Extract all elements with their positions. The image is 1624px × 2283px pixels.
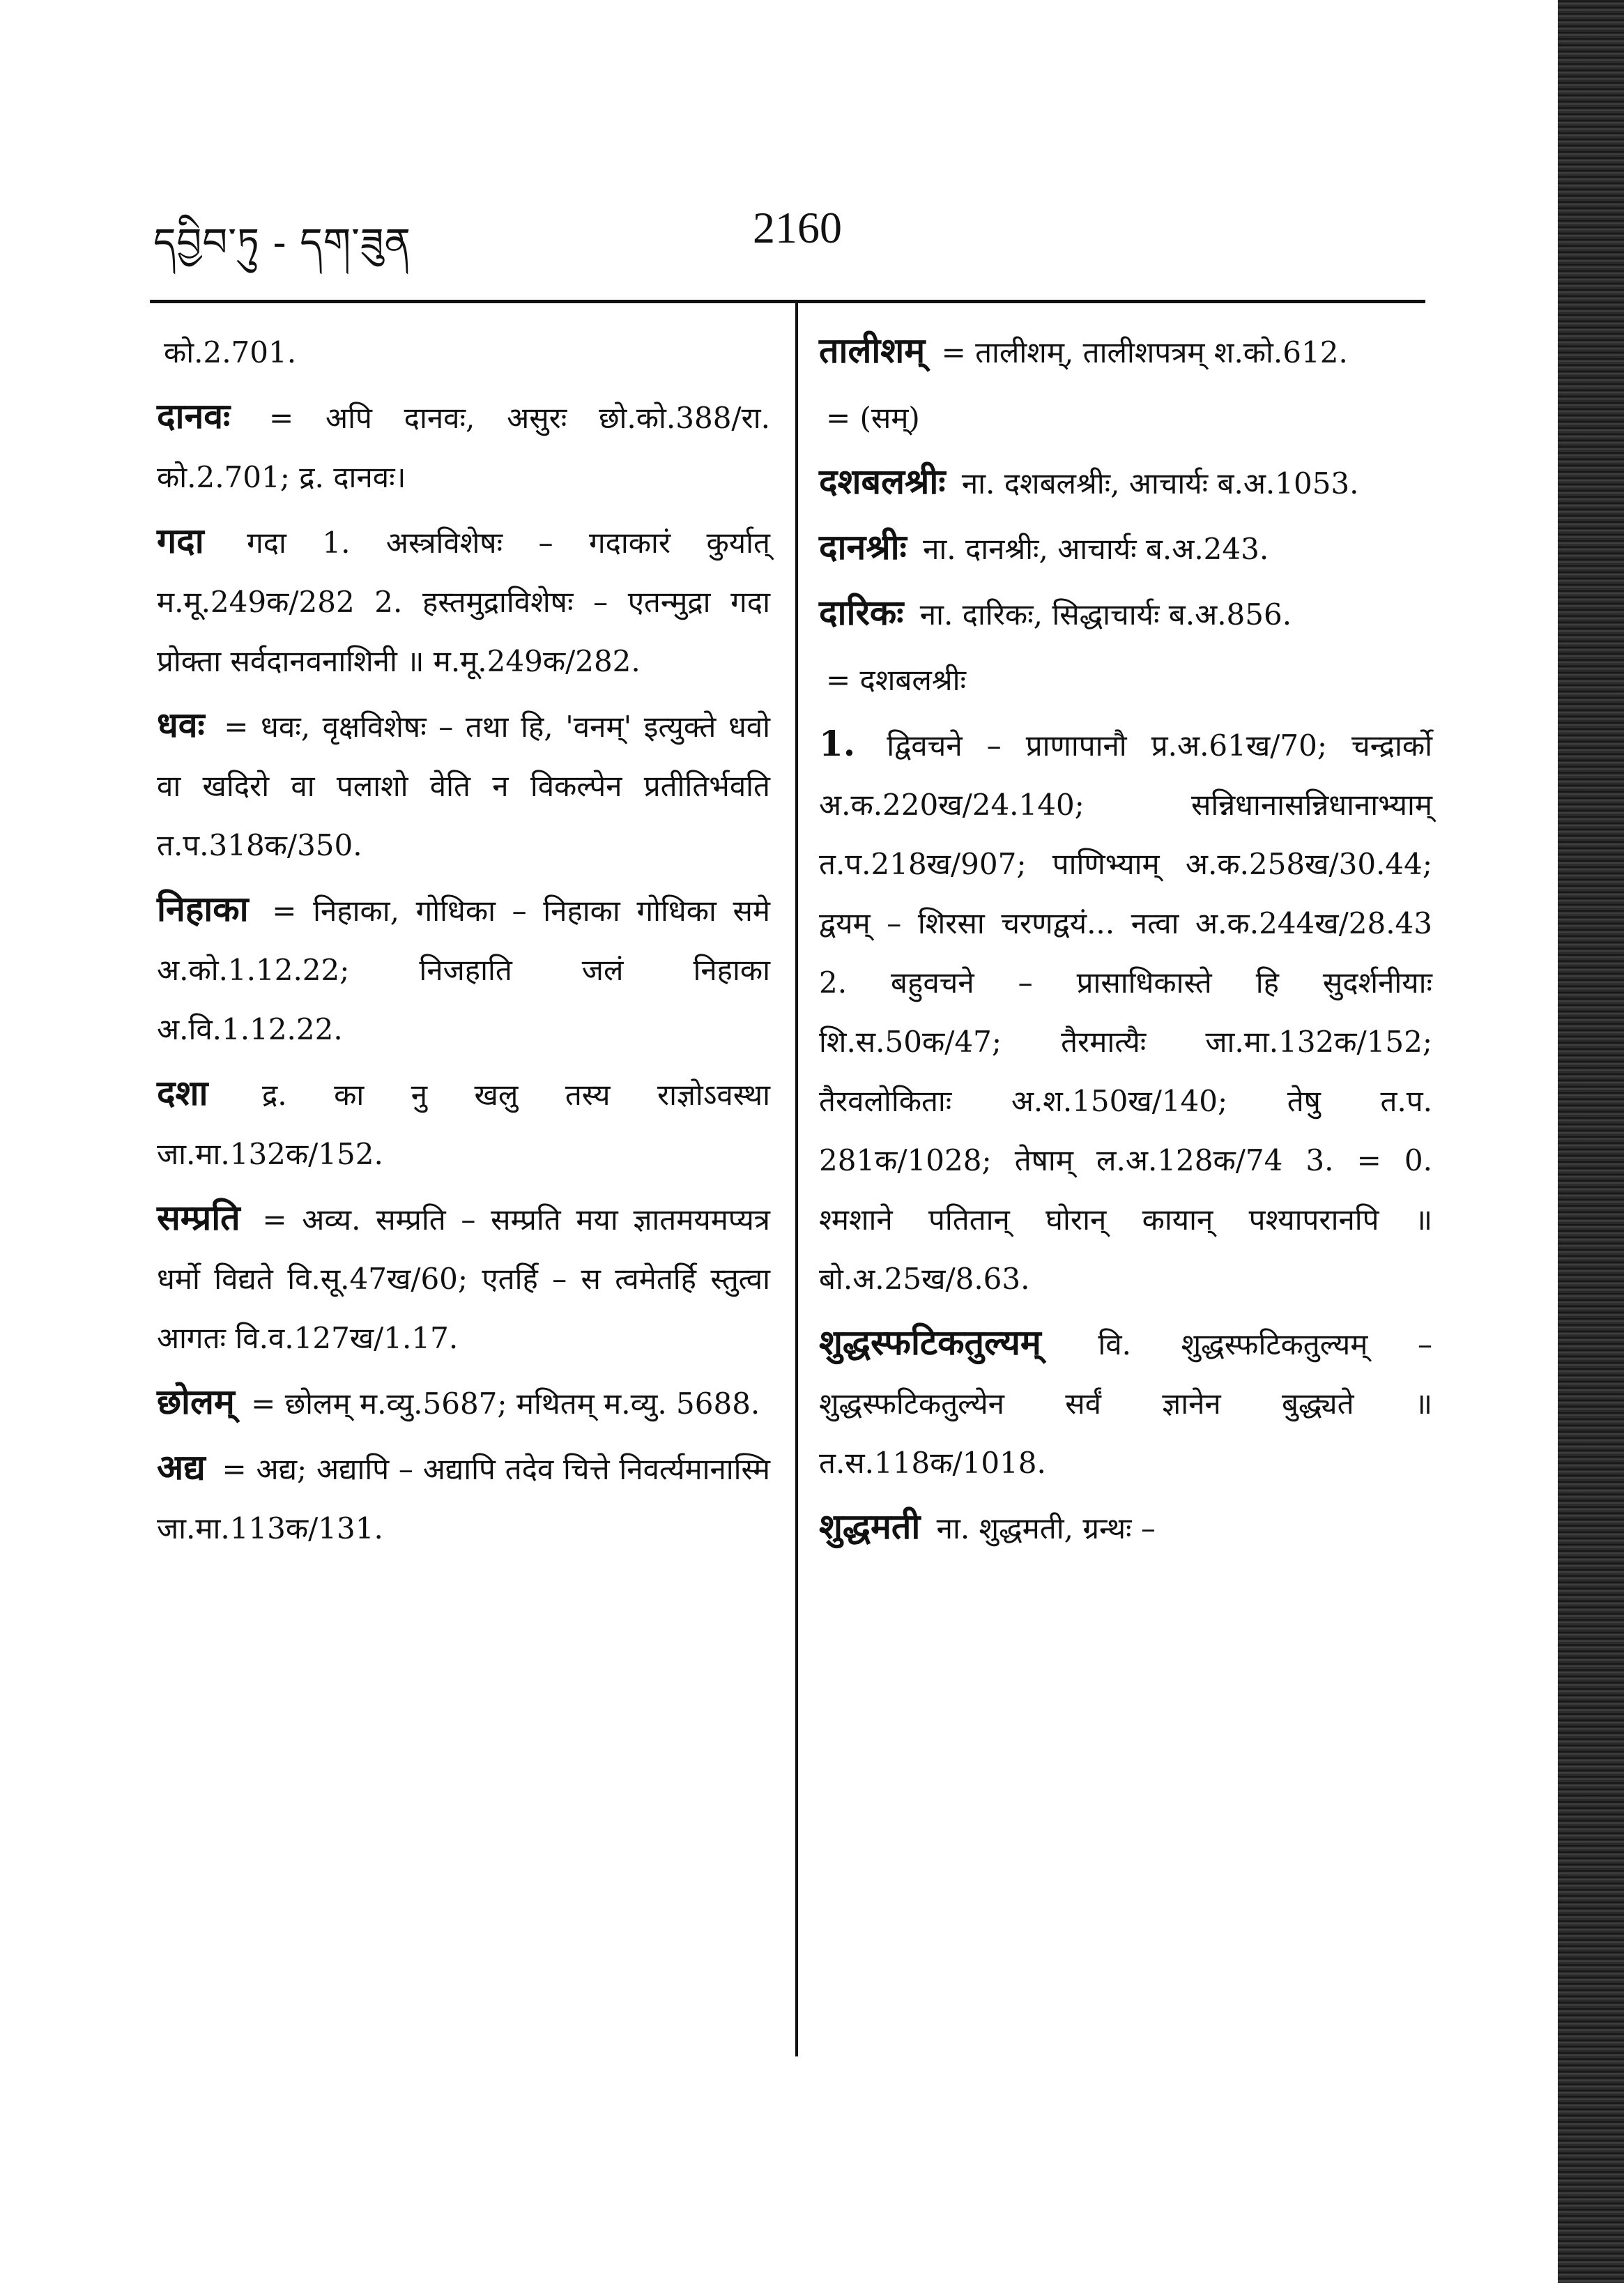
entry-headword: दानश्रीः bbox=[819, 526, 907, 567]
entry-text: = दशबलश्रीः bbox=[826, 663, 966, 697]
entry-text: = धवः, वृक्षविशेषः – तथा हि, 'वनम्' इत्युक्ते धवो वा खदिरो वा पलाशो वेति न विकल्पेन प्रतीतिर्भवति त.प.318क/350. bbox=[157, 710, 770, 862]
entry-headword: तालीशम् bbox=[819, 330, 926, 371]
dictionary-entry bbox=[157, 511, 770, 691]
entry-headword: निहाका bbox=[157, 888, 249, 929]
entry-text: वि. शुद्धस्फटिकतुल्यम् – शुद्धस्फटिकतुल्येन सर्वं ज्ञानेन बुद्ध्यते ॥ त.स.118क/1018. bbox=[819, 1327, 1432, 1480]
entry-text: = तालीशम्, तालीशपत्रम् श.को.612. bbox=[941, 335, 1348, 369]
dictionary-entry bbox=[819, 1313, 1432, 1492]
header-rule bbox=[150, 300, 1425, 303]
entry-headword: दानवः bbox=[157, 395, 231, 436]
entry-text: = निहाका, गोधिका – निहाका गोधिका समे अ.को.1.12.22; निजहाति जलं निहाका अ.वि.1.12.22. bbox=[157, 894, 770, 1046]
dictionary-entry bbox=[157, 1063, 770, 1184]
entry-text: = अपि दानवः, असुरः छो.को.388/रा. को.2.701; द्र. दानवः। bbox=[157, 401, 770, 494]
dictionary-entry bbox=[157, 386, 770, 507]
dictionary-entry bbox=[157, 879, 770, 1059]
entry-text: ना. शुद्धमती, ग्रन्थः – bbox=[936, 1511, 1156, 1545]
dictionary-entry bbox=[819, 1497, 1432, 1558]
column-divider bbox=[795, 300, 798, 2056]
dictionary-entry bbox=[157, 695, 770, 875]
entry-text: ना. दानश्रीः, आचार्यः ब.अ.243. bbox=[923, 532, 1269, 566]
entry-text: ना. दारिकः, सिद्धाचार्यः ब.अ.856. bbox=[919, 597, 1292, 632]
dictionary-entry bbox=[819, 452, 1432, 513]
entry-headword: दशबलश्रीः bbox=[819, 461, 946, 502]
entry-text: द्विवचने – प्राणापानौ प्र.अ.61ख/70; चन्द्रार्को अ.क.220ख/24.140; सन्निधानासन्निधानाभ्याम् त.प.218ख/907; पाणिभ्याम् अ.क.258ख/30.44; द्वयम् – शिरसा चरणद्वयं... नत्वा अ.क.244ख/28.43 2. बहुवचने – प्रासाधिकास्ते हि सुदर्शनीयाः शि.स.50क/47; तैरमात्यैः जा.मा.132क/152; तैरवलोकिताः अ.श.150ख/140; तेषु त.प. 281क/1028; तेषाम् ल.अ.128क/74 3. = 0. श्मशाने पतितान् घोरान् कायान् पश्यापरानपि ॥ बो.अ.25ख/8.63. bbox=[819, 728, 1432, 1296]
entry-text: को.2.701. bbox=[164, 335, 297, 369]
dictionary-entry bbox=[819, 583, 1432, 644]
dictionary-entry bbox=[819, 648, 1432, 710]
entry-headword: गदा bbox=[157, 520, 204, 561]
entry-headword: शुद्धमती bbox=[819, 1506, 921, 1547]
entry-headword: 1. bbox=[819, 723, 856, 764]
entry-headword: धवः bbox=[157, 704, 205, 745]
entry-text: गदा 1. अस्त्रविशेषः – गदाकारं कुर्यात् म.मू.249क/282 2. हस्तमुद्राविशेषः – एतन्मुद्रा गदा प्रोक्ता सर्वदानवनाशिनी ॥ म.मू.249क/282. bbox=[157, 526, 770, 678]
dictionary-entry bbox=[157, 321, 770, 382]
dictionary-entry bbox=[157, 1437, 770, 1558]
dictionary-entry bbox=[819, 321, 1432, 382]
dictionary-entry bbox=[157, 1188, 770, 1368]
entry-text: ना. दशबलश्रीः, आचार्यः ब.अ.1053. bbox=[961, 466, 1359, 501]
dictionary-entry bbox=[819, 386, 1432, 448]
entry-headword: दारिकः bbox=[819, 592, 904, 633]
entry-text: = छोलम् म.व्यु.5687; मथितम् म.व्यु. 5688. bbox=[251, 1387, 760, 1421]
right-column bbox=[819, 321, 1432, 1562]
page-number: 2160 bbox=[753, 203, 842, 252]
entry-headword: दशा bbox=[157, 1072, 208, 1113]
entry-text: = अद्य; अद्यापि – अद्यापि तदेव चित्ते निवर्त्यमानास्मि जा.मा.113क/131. bbox=[157, 1452, 770, 1545]
entry-text: = अव्य. सम्प्रति – सम्प्रति मया ज्ञातमयमप्यत्र धर्मो विद्यते वि.सू.47ख/60; एतर्हि – स त्वमेतर्हि स्तुत्वा आगतः वि.व.127ख/1.17. bbox=[157, 1202, 770, 1355]
dictionary-entry bbox=[819, 714, 1432, 1308]
dictionary-entry bbox=[819, 517, 1432, 579]
running-head: དབྱིབ་ཏུ - དག་ཟུན bbox=[153, 220, 411, 266]
entry-headword: अद्य bbox=[157, 1446, 206, 1488]
entry-headword: सम्प्रति bbox=[157, 1197, 240, 1238]
entry-text: द्र. का नु खलु तस्य राज्ञोऽवस्था जा.मा.132क/152. bbox=[157, 1078, 770, 1171]
entry-text: = (सम्) bbox=[826, 401, 920, 435]
left-column bbox=[157, 321, 770, 1562]
entry-headword: शुद्धस्फटिकतुल्यम् bbox=[819, 1322, 1041, 1363]
scanned-page-edge bbox=[1558, 0, 1624, 2283]
entry-headword: छोलम् bbox=[157, 1381, 235, 1422]
dictionary-entry bbox=[157, 1372, 770, 1433]
